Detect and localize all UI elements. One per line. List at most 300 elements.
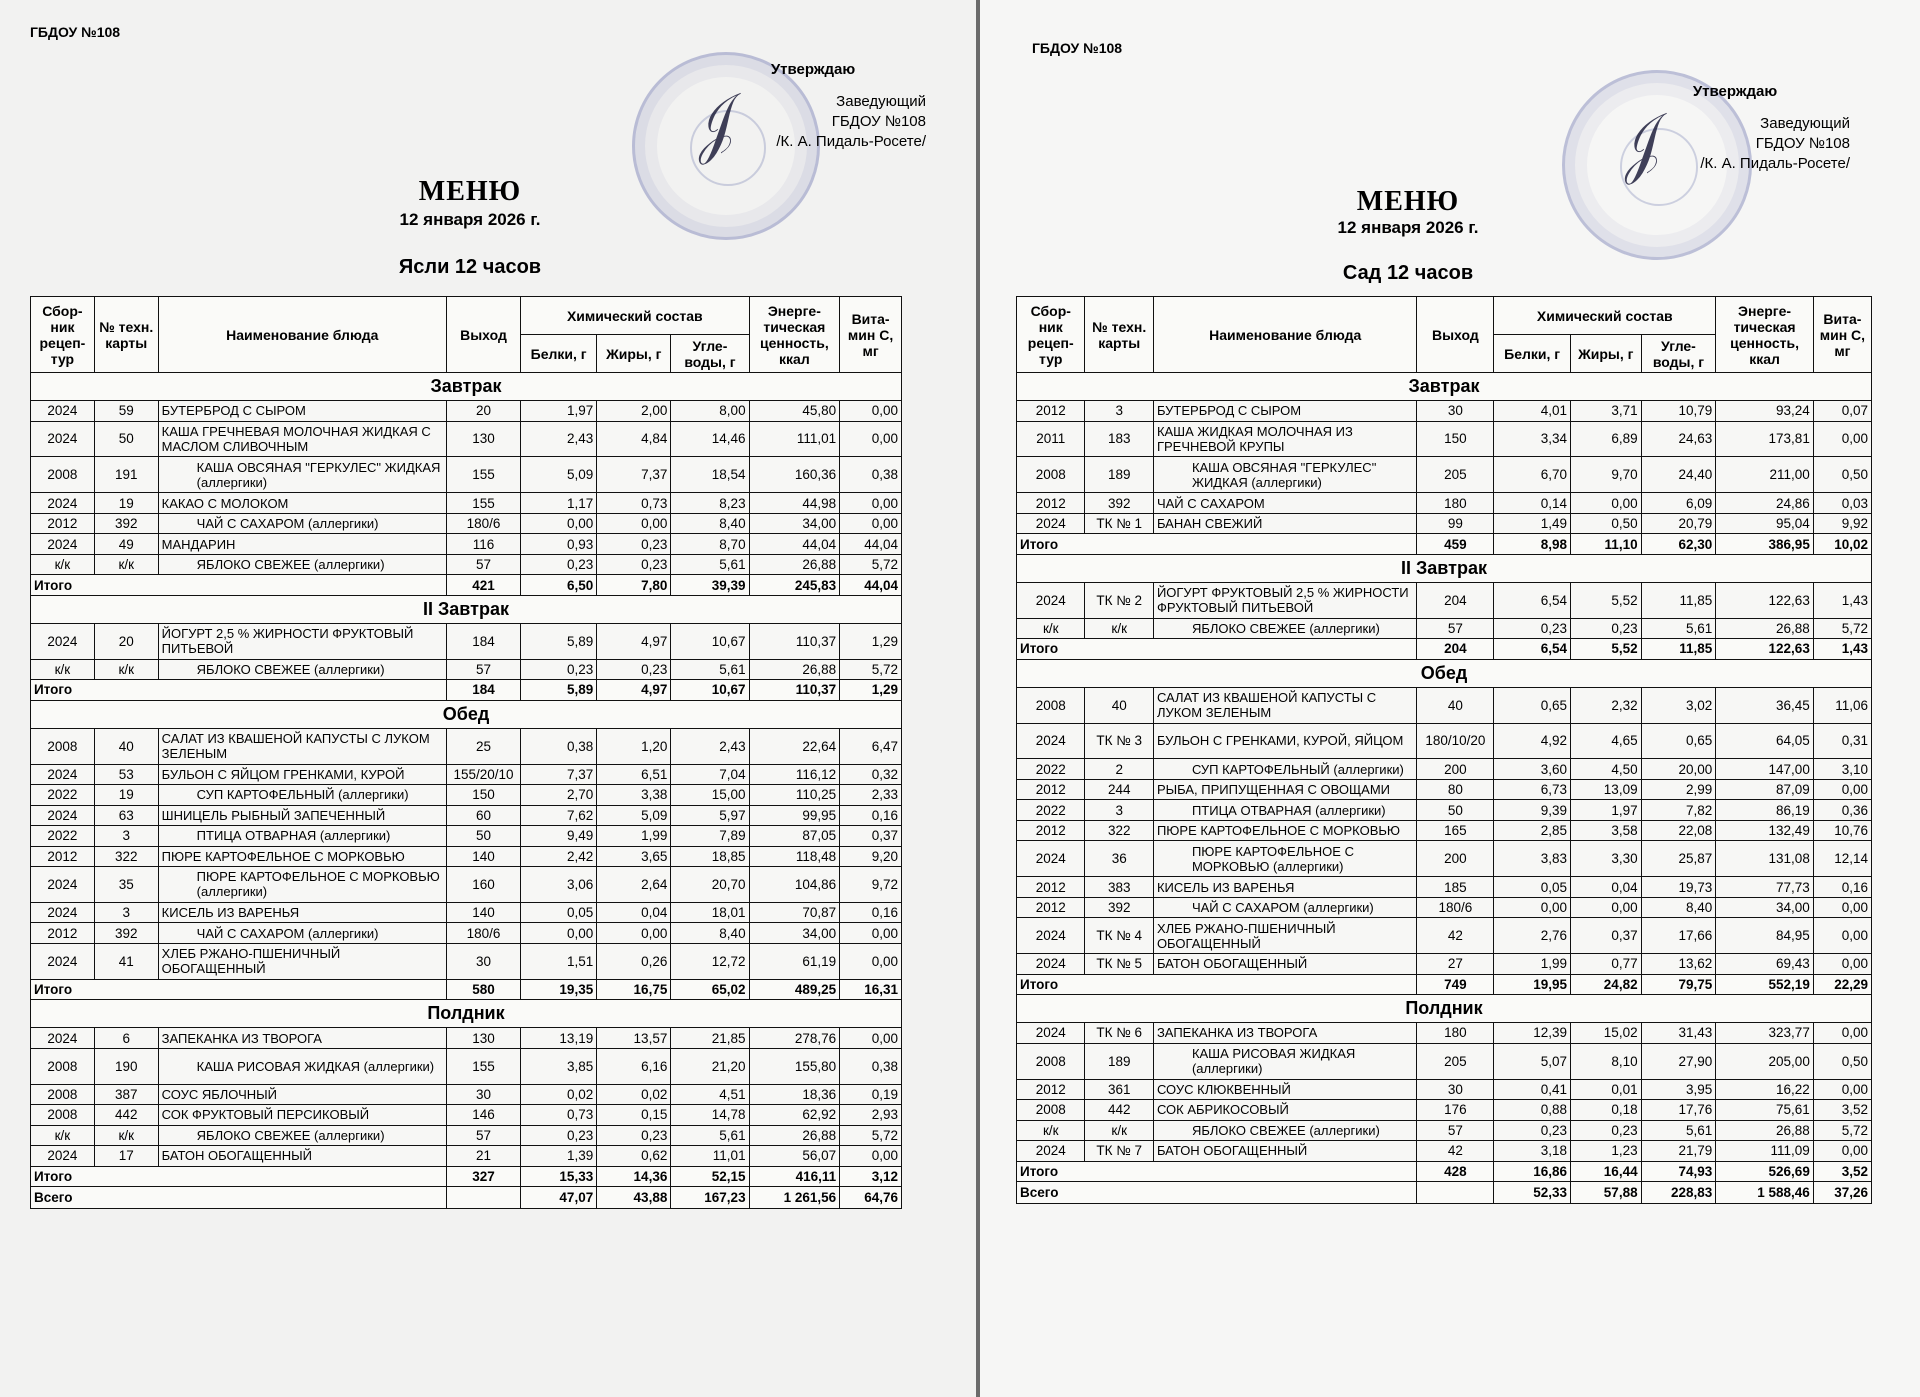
carbs-value: 22,08 (1641, 820, 1716, 841)
dish-name: ПЮРЕ КАРТОФЕЛЬНОЕ С МОРКОВЬЮ (аллергики) (158, 867, 446, 903)
page-title: МЕНЮ (1356, 186, 1460, 217)
total-energy: 110,37 (749, 680, 840, 701)
recipe-book-year: к/к (1017, 1120, 1085, 1141)
protein-value: 1,97 (521, 401, 597, 422)
meal-section-header (31, 700, 902, 728)
energy-value: 95,04 (1716, 513, 1814, 534)
tech-card-number: 3 (1085, 800, 1153, 821)
vitamin-c-value: 0,37 (840, 826, 902, 847)
vitamin-c-value: 3,52 (1813, 1100, 1871, 1121)
dish-row (31, 1105, 902, 1126)
grand-fat: 43,88 (597, 1187, 671, 1209)
total-label: Итого (1017, 974, 1417, 995)
fat-value: 0,18 (1571, 1100, 1642, 1121)
vitamin-c-value: 0,36 (1813, 800, 1871, 821)
vitamin-c-value: 0,00 (840, 1028, 902, 1049)
carbs-value: 7,89 (671, 826, 749, 847)
dish-name: БАТОН ОБОГАЩЕННЫЙ (1153, 954, 1417, 975)
total-label: Итого (31, 680, 447, 701)
protein-value: 2,85 (1494, 820, 1571, 841)
recipe-book-year: 2022 (31, 785, 95, 806)
dish-name: САЛАТ ИЗ КВАШЕНОЙ КАПУСТЫ С ЛУКОМ ЗЕЛЕНЫМ (1153, 687, 1417, 723)
vitamin-c-value: 2,93 (840, 1105, 902, 1126)
protein-value: 9,39 (1494, 800, 1571, 821)
recipe-book-year: 2011 (1017, 421, 1085, 457)
dish-row (1017, 841, 1872, 877)
energy-value: 26,88 (749, 554, 840, 575)
grand-total-row (31, 1187, 902, 1209)
carbs-value: 3,95 (1641, 1079, 1716, 1100)
vitamin-c-value: 0,16 (1813, 877, 1871, 898)
tech-card-number: 63 (94, 805, 158, 826)
carbs-value: 2,99 (1641, 779, 1716, 800)
vitamin-c-value: 5,72 (1813, 1120, 1871, 1141)
dish-row (1017, 820, 1872, 841)
protein-value: 0,23 (1494, 1120, 1571, 1141)
portion-size: 21 (446, 1146, 520, 1167)
protein-value: 0,00 (521, 513, 597, 534)
energy-value: 36,45 (1716, 687, 1814, 723)
approve-org: ГБДОУ №108 (1755, 135, 1850, 152)
header-tech-card: № техн. карты (1085, 297, 1153, 373)
recipe-book-year: 2024 (1017, 723, 1085, 759)
fat-value: 4,97 (597, 623, 671, 659)
fat-value: 1,23 (1571, 1141, 1642, 1162)
protein-value: 2,42 (521, 846, 597, 867)
meal-name: II Завтрак (1017, 554, 1872, 582)
protein-value: 0,73 (521, 1105, 597, 1126)
tech-card-number: 3 (94, 826, 158, 847)
portion-size: 20 (446, 401, 520, 422)
grand-energy: 1 261,56 (749, 1187, 840, 1209)
portion-size: 180 (1417, 1023, 1494, 1044)
carbs-value: 21,79 (1641, 1141, 1716, 1162)
vitamin-c-value: 0,32 (840, 764, 902, 785)
tech-card-number: 442 (94, 1105, 158, 1126)
vitamin-c-value: 11,06 (1813, 687, 1871, 723)
protein-value: 3,18 (1494, 1141, 1571, 1162)
total-fat: 5,52 (1571, 639, 1642, 660)
grand-vitamin-c: 37,26 (1813, 1182, 1871, 1204)
portion-size: 27 (1417, 954, 1494, 975)
total-label: Итого (31, 1166, 447, 1187)
total-fat: 16,75 (597, 979, 671, 1000)
fat-value: 0,23 (1571, 618, 1642, 639)
fat-value: 0,00 (597, 923, 671, 944)
recipe-book-year: 2024 (1017, 954, 1085, 975)
dish-name: РЫБА, ПРИПУЩЕННАЯ С ОВОЩАМИ (1153, 779, 1417, 800)
total-fat: 4,97 (597, 680, 671, 701)
fat-value: 0,37 (1571, 918, 1642, 954)
dish-row (1017, 582, 1872, 618)
dish-row (31, 554, 902, 575)
dish-row (31, 1146, 902, 1167)
recipe-book-year: 2012 (1017, 779, 1085, 800)
tech-card-number: 189 (1085, 1043, 1153, 1079)
recipe-book-year: 2024 (31, 1146, 95, 1167)
dish-row (31, 534, 902, 555)
portion-size: 30 (1417, 401, 1494, 422)
protein-value: 3,34 (1494, 421, 1571, 457)
dish-name: ЗАПЕКАНКА ИЗ ТВОРОГА (1153, 1023, 1417, 1044)
portion-size: 155 (446, 493, 520, 514)
fat-value: 3,38 (597, 785, 671, 806)
protein-value: 0,88 (1494, 1100, 1571, 1121)
dish-name: КАША ОВСЯНАЯ "ГЕРКУЛЕС" ЖИДКАЯ (аллергики) (1153, 457, 1417, 493)
dish-row (1017, 954, 1872, 975)
dish-row (31, 1084, 902, 1105)
portion-size: 57 (1417, 1120, 1494, 1141)
protein-value: 2,43 (521, 421, 597, 457)
energy-value: 205,00 (1716, 1043, 1814, 1079)
meal-section-header (31, 373, 902, 401)
portion-size: 200 (1417, 759, 1494, 780)
protein-value: 0,23 (1494, 618, 1571, 639)
carbs-value: 5,97 (671, 805, 749, 826)
protein-value: 6,70 (1494, 457, 1571, 493)
total-energy: 245,83 (749, 575, 840, 596)
dish-row (31, 421, 902, 457)
menu-date: 12 января 2026 г. (1337, 218, 1479, 237)
meal-section-header (31, 1000, 902, 1028)
fat-value: 0,01 (1571, 1079, 1642, 1100)
dish-name: ЯБЛОКО СВЕЖЕЕ (аллергики) (1153, 1120, 1417, 1141)
approve-title: Утверждаю (770, 61, 856, 78)
vitamin-c-value: 5,72 (840, 659, 902, 680)
recipe-book-year: к/к (31, 1125, 95, 1146)
tech-card-number: к/к (1085, 1120, 1153, 1141)
recipe-book-year: 2022 (1017, 800, 1085, 821)
dish-row (31, 923, 902, 944)
fat-value: 6,51 (597, 764, 671, 785)
recipe-book-year: 2024 (31, 1028, 95, 1049)
portion-size: 50 (1417, 800, 1494, 821)
dish-name: КАША РИСОВАЯ ЖИДКАЯ (аллергики) (158, 1048, 446, 1084)
dish-name: КАША РИСОВАЯ ЖИДКАЯ (аллергики) (1153, 1043, 1417, 1079)
total-vitamin-c: 1,29 (840, 680, 902, 701)
protein-value: 2,70 (521, 785, 597, 806)
vitamin-c-value: 0,00 (1813, 954, 1871, 975)
carbs-value: 0,65 (1641, 723, 1716, 759)
fat-value: 13,57 (597, 1028, 671, 1049)
carbs-value: 5,61 (1641, 618, 1716, 639)
recipe-book-year: 2008 (1017, 1100, 1085, 1121)
dish-row (31, 1028, 902, 1049)
protein-value: 0,00 (1494, 897, 1571, 918)
dish-name: ПЮРЕ КАРТОФЕЛЬНОЕ С МОРКОВЬЮ (1153, 820, 1417, 841)
portion-size: 57 (446, 554, 520, 575)
protein-value: 1,49 (1494, 513, 1571, 534)
total-portion: 327 (446, 1166, 520, 1187)
section-total-row (31, 680, 902, 701)
dish-row (31, 1125, 902, 1146)
portion-size: 176 (1417, 1100, 1494, 1121)
tech-card-number: 322 (94, 846, 158, 867)
header-dish-name: Наименование блюда (158, 297, 446, 373)
recipe-book-year: к/к (31, 554, 95, 575)
carbs-value: 3,02 (1641, 687, 1716, 723)
portion-size: 57 (1417, 618, 1494, 639)
energy-value: 278,76 (749, 1028, 840, 1049)
portion-size: 180/10/20 (1417, 723, 1494, 759)
portion-size: 140 (446, 846, 520, 867)
total-carbs: 10,67 (671, 680, 749, 701)
energy-value: 84,95 (1716, 918, 1814, 954)
total-portion: 204 (1417, 639, 1494, 660)
total-fat: 16,44 (1571, 1161, 1642, 1182)
recipe-book-year: 2024 (31, 421, 95, 457)
vitamin-c-value: 0,00 (1813, 1141, 1871, 1162)
vitamin-c-value: 0,00 (1813, 421, 1871, 457)
carbs-value: 21,85 (671, 1028, 749, 1049)
dish-name: БУТЕРБРОД С СЫРОМ (1153, 401, 1417, 422)
vitamin-c-value: 0,38 (840, 1048, 902, 1084)
portion-size: 50 (446, 826, 520, 847)
dish-name: ЧАЙ С САХАРОМ (аллергики) (158, 923, 446, 944)
recipe-book-year: 2008 (1017, 1043, 1085, 1079)
recipe-book-year: 2012 (1017, 493, 1085, 514)
carbs-value: 11,85 (1641, 582, 1716, 618)
dish-row (1017, 618, 1872, 639)
grand-protein: 52,33 (1494, 1182, 1571, 1204)
tech-card-number: ТК № 3 (1085, 723, 1153, 759)
vitamin-c-value: 5,72 (840, 1125, 902, 1146)
recipe-book-year: 2024 (31, 764, 95, 785)
energy-value: 26,88 (749, 659, 840, 680)
energy-value: 87,05 (749, 826, 840, 847)
carbs-value: 20,70 (671, 867, 749, 903)
tech-card-number: к/к (1085, 618, 1153, 639)
approve-role: Заведующий (1760, 115, 1850, 132)
approve-sign: /К. А. Пидаль-Росете/ (776, 133, 926, 150)
fat-value: 9,70 (1571, 457, 1642, 493)
recipe-book-year: 2012 (1017, 820, 1085, 841)
protein-value: 1,51 (521, 943, 597, 979)
dish-name: КАША ОВСЯНАЯ "ГЕРКУЛЕС" ЖИДКАЯ (аллергики) (158, 457, 446, 493)
protein-value: 0,65 (1494, 687, 1571, 723)
fat-value: 13,09 (1571, 779, 1642, 800)
dish-name: ЧАЙ С САХАРОМ (аллергики) (158, 513, 446, 534)
meal-name: Обед (1017, 659, 1872, 687)
recipe-book-year: 2024 (1017, 918, 1085, 954)
energy-value: 34,00 (749, 923, 840, 944)
vitamin-c-value: 12,14 (1813, 841, 1871, 877)
fat-value: 1,97 (1571, 800, 1642, 821)
dish-name: БАТОН ОБОГАЩЕННЫЙ (158, 1146, 446, 1167)
dish-row (1017, 457, 1872, 493)
dish-name: ПЮРЕ КАРТОФЕЛЬНОЕ С МОРКОВЬЮ (аллергики) (1153, 841, 1417, 877)
header-row (31, 297, 902, 335)
total-protein: 6,50 (521, 575, 597, 596)
dish-row (31, 513, 902, 534)
vitamin-c-value: 0,16 (840, 805, 902, 826)
total-label: Итого (31, 979, 447, 1000)
signature-mark: 𝒥 (1605, 107, 1669, 187)
carbs-value: 5,61 (1641, 1120, 1716, 1141)
tech-card-number: 40 (94, 728, 158, 764)
protein-value: 2,76 (1494, 918, 1571, 954)
carbs-value: 15,00 (671, 785, 749, 806)
dish-name: СОУС ЯБЛОЧНЫЙ (158, 1084, 446, 1105)
portion-size: 150 (446, 785, 520, 806)
fat-value: 0,23 (1571, 1120, 1642, 1141)
recipe-book-year: к/к (31, 659, 95, 680)
dish-row (31, 846, 902, 867)
tech-card-number: ТК № 6 (1085, 1023, 1153, 1044)
protein-value: 4,92 (1494, 723, 1571, 759)
total-portion: 580 (446, 979, 520, 1000)
tech-card-number: к/к (94, 659, 158, 680)
total-carbs: 39,39 (671, 575, 749, 596)
total-label: Итого (1017, 639, 1417, 660)
fat-value: 15,02 (1571, 1023, 1642, 1044)
portion-size: 116 (446, 534, 520, 555)
vitamin-c-value: 2,33 (840, 785, 902, 806)
dish-row (31, 457, 902, 493)
portion-size: 155 (446, 1048, 520, 1084)
energy-value: 116,12 (749, 764, 840, 785)
tech-card-number: 19 (94, 785, 158, 806)
dish-row (31, 1048, 902, 1084)
total-energy: 489,25 (749, 979, 840, 1000)
tech-card-number: 40 (1085, 687, 1153, 723)
total-fat: 14,36 (597, 1166, 671, 1187)
energy-value: 77,73 (1716, 877, 1814, 898)
energy-value: 122,63 (1716, 582, 1814, 618)
protein-value: 7,62 (521, 805, 597, 826)
dish-row (1017, 1023, 1872, 1044)
total-carbs: 62,30 (1641, 534, 1716, 555)
approve-role: Заведующий (836, 93, 926, 110)
carbs-value: 12,72 (671, 943, 749, 979)
carbs-value: 31,43 (1641, 1023, 1716, 1044)
protein-value: 1,17 (521, 493, 597, 514)
portion-size: 185 (1417, 877, 1494, 898)
recipe-book-year: 2012 (1017, 401, 1085, 422)
carbs-value: 8,70 (671, 534, 749, 555)
dish-row (1017, 1043, 1872, 1079)
vitamin-c-value: 6,47 (840, 728, 902, 764)
total-vitamin-c: 44,04 (840, 575, 902, 596)
total-fat: 11,10 (1571, 534, 1642, 555)
vitamin-c-value: 10,76 (1813, 820, 1871, 841)
energy-value: 160,36 (749, 457, 840, 493)
header-dish-name: Наименование блюда (1153, 297, 1417, 373)
energy-value: 155,80 (749, 1048, 840, 1084)
page-title: МЕНЮ (418, 176, 522, 207)
menu-table-kindergarten (1016, 296, 1872, 1204)
portion-size: 130 (446, 421, 520, 457)
energy-value: 70,87 (749, 902, 840, 923)
energy-value: 75,61 (1716, 1100, 1814, 1121)
dish-name: БУЛЬОН С ГРЕНКАМИ, КУРОЙ, ЯЙЦОМ (1153, 723, 1417, 759)
fat-value: 1,99 (597, 826, 671, 847)
meal-name: Полдник (1017, 995, 1872, 1023)
dish-name: ПЮРЕ КАРТОФЕЛЬНОЕ С МОРКОВЬЮ (158, 846, 446, 867)
recipe-book-year: 2024 (1017, 841, 1085, 877)
recipe-book-year: 2008 (1017, 457, 1085, 493)
dish-name: ЯБЛОКО СВЕЖЕЕ (аллергики) (1153, 618, 1417, 639)
tech-card-number: 244 (1085, 779, 1153, 800)
dish-row (31, 902, 902, 923)
fat-value: 0,00 (1571, 493, 1642, 514)
energy-value: 22,64 (749, 728, 840, 764)
fat-value: 3,58 (1571, 820, 1642, 841)
header-chem-composition: Химический состав (521, 297, 750, 335)
menu-date: 12 января 2026 г. (399, 210, 541, 229)
fat-value: 6,16 (597, 1048, 671, 1084)
header-protein: Белки, г (521, 335, 597, 373)
tech-card-number: 3 (94, 902, 158, 923)
carbs-value: 8,40 (671, 513, 749, 534)
dish-name: СОК ФРУКТОВЫЙ ПЕРСИКОВЫЙ (158, 1105, 446, 1126)
dish-name: СУП КАРТОФЕЛЬНЫЙ (аллергики) (158, 785, 446, 806)
total-vitamin-c: 3,12 (840, 1166, 902, 1187)
dish-name: КИСЕЛЬ ИЗ ВАРЕНЬЯ (1153, 877, 1417, 898)
meal-name: Завтрак (1017, 373, 1872, 401)
dish-name: ХЛЕБ РЖАНО-ПШЕНИЧНЫЙ ОБОГАЩЕННЫЙ (158, 943, 446, 979)
energy-value: 173,81 (1716, 421, 1814, 457)
grand-portion (1417, 1182, 1494, 1204)
carbs-value: 24,40 (1641, 457, 1716, 493)
fat-value: 4,50 (1571, 759, 1642, 780)
tech-card-number: 383 (1085, 877, 1153, 898)
carbs-value: 11,01 (671, 1146, 749, 1167)
carbs-value: 20,79 (1641, 513, 1716, 534)
org-name: ГБДОУ №108 (30, 24, 121, 40)
carbs-value: 8,23 (671, 493, 749, 514)
recipe-book-year: 2024 (31, 867, 95, 903)
header-row (1017, 297, 1872, 335)
tech-card-number: 322 (1085, 820, 1153, 841)
energy-value: 86,19 (1716, 800, 1814, 821)
tech-card-number: 387 (94, 1084, 158, 1105)
tech-card-number: к/к (94, 554, 158, 575)
protein-value: 5,09 (521, 457, 597, 493)
tech-card-number: 49 (94, 534, 158, 555)
carbs-value: 18,54 (671, 457, 749, 493)
meal-section-header (1017, 373, 1872, 401)
fat-value: 0,50 (1571, 513, 1642, 534)
carbs-value: 18,85 (671, 846, 749, 867)
total-vitamin-c: 16,31 (840, 979, 902, 1000)
carbs-value: 24,63 (1641, 421, 1716, 457)
dish-row (31, 623, 902, 659)
dish-name: ЙОГУРТ 2,5 % ЖИРНОСТИ ФРУКТОВЫЙ ПИТЬЕВОЙ (158, 623, 446, 659)
recipe-book-year: 2012 (31, 513, 95, 534)
energy-value: 56,07 (749, 1146, 840, 1167)
dish-name: ЧАЙ С САХАРОМ (1153, 493, 1417, 514)
dish-name: КАША ЖИДКАЯ МОЛОЧНАЯ ИЗ ГРЕЧНЕВОЙ КРУПЫ (1153, 421, 1417, 457)
recipe-book-year: 2024 (1017, 1023, 1085, 1044)
total-protein: 19,35 (521, 979, 597, 1000)
carbs-value: 7,04 (671, 764, 749, 785)
vitamin-c-value: 0,16 (840, 902, 902, 923)
meal-section-header (1017, 554, 1872, 582)
dish-row (31, 867, 902, 903)
portion-size: 205 (1417, 457, 1494, 493)
portion-size: 140 (446, 902, 520, 923)
carbs-value: 10,67 (671, 623, 749, 659)
portion-size: 30 (1417, 1079, 1494, 1100)
tech-card-number: 392 (94, 923, 158, 944)
protein-value: 1,39 (521, 1146, 597, 1167)
recipe-book-year: 2024 (31, 401, 95, 422)
tech-card-number: 392 (94, 513, 158, 534)
dish-name: СУП КАРТОФЕЛЬНЫЙ (аллергики) (1153, 759, 1417, 780)
header-energy: Энерге-тическая ценность, ккал (1716, 297, 1814, 373)
tech-card-number: к/к (94, 1125, 158, 1146)
